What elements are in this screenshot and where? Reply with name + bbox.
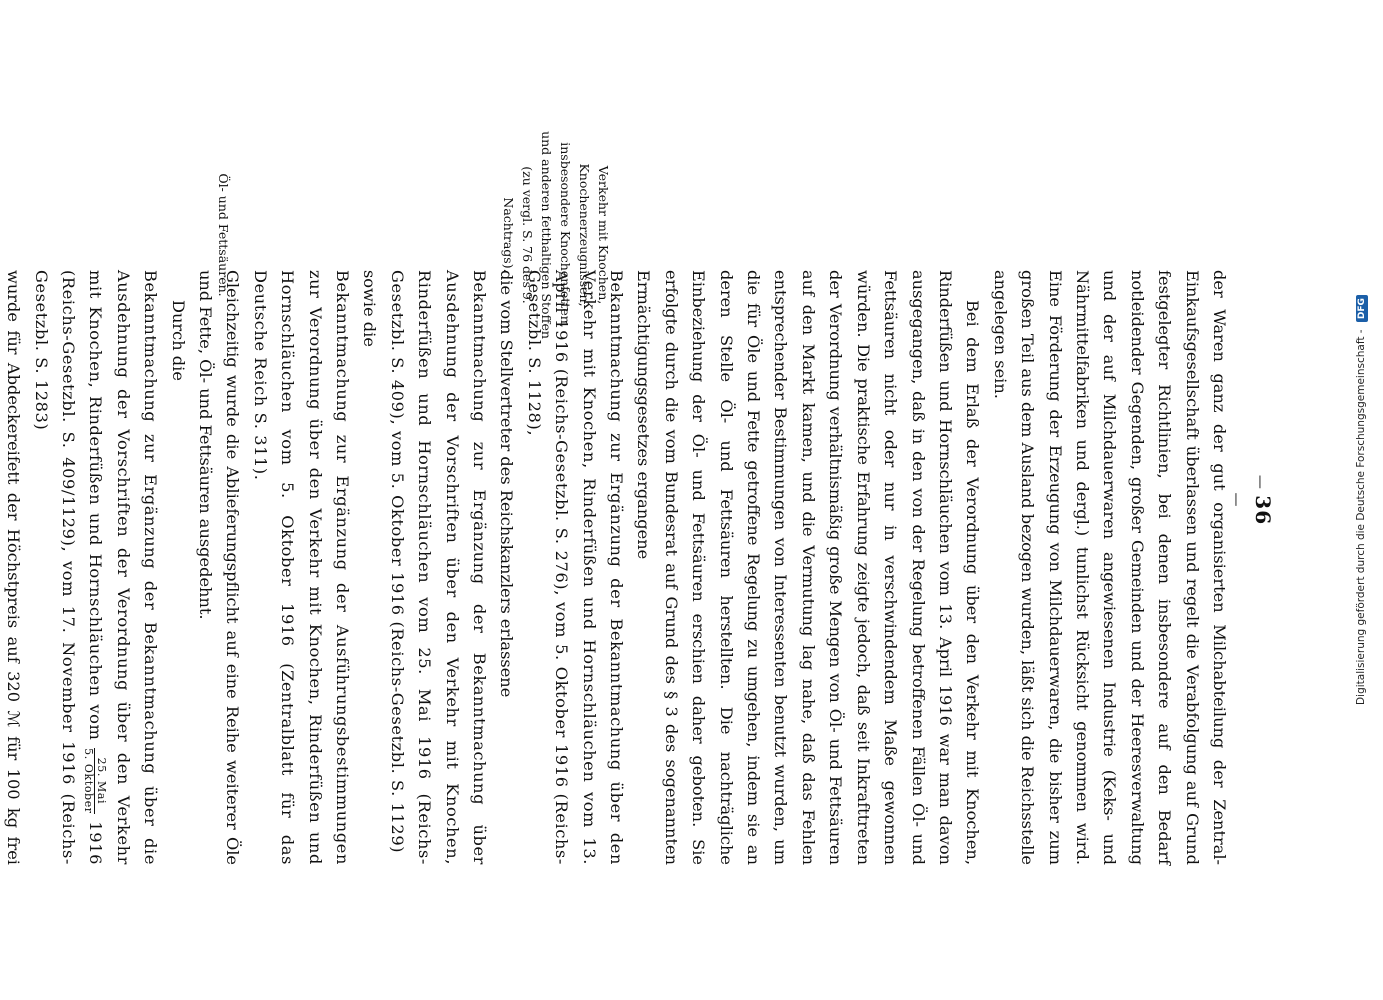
paragraph-ablieferungspflicht: Gleichzeitig wurde die Ablieferungspflicht auf eine Reihe weiterer Öle und Fette, Öl- und Fettsäuren ausgedehnt. — [195, 270, 243, 865]
paragraph-milchdauerwaren: der Waren ganz der gut organisierten Milchabteilung der Zentral-Einkaufsgesellschaft überlassen und regelt die Verabfolgung auf Grund festgelegter Richtlinien, bei denen insbesondere auf den Bedarf notleidender Gegenden, großer Gemeinden und der Heeresverwaltung und der auf Milchdauerwaren angewiesenen Industrie (Keks- und Nährmittelfabriken und dergl.) tunlichst Rücksicht genommen wird. Eine Förderung der Erzeugung von Milchdauerwaren, die bisher zum großen Teil aus dem Ausland bezogen wurden, läßt sich die Reichsstelle angelegen sein. — [990, 270, 1229, 865]
credit-text: Digitalisierung gefördert durch die Deutsche Forschungsgemeinschaft - — [1355, 329, 1367, 705]
date-fraction — [82, 748, 107, 814]
decree-block-4 — [27, 270, 164, 865]
dfg-logo: DFG — [1356, 295, 1368, 322]
paragraph-knochen-verordnung: Bei dem Erlaß der Verordnung über den Verkehr mit Knochen, Rinderfüßen und Hornschläuchen vom 13. April 1916 war man davon ausgegangen, daß in den von der Regelung betroffenen Fällen Öl- und Fettsäuren nicht oder nur in verschwindendem Maße gewonnen würden. Die praktische Erfahrung zeigte jedoch, daß seit Inkrafttreten der Verordnung verhältnismäßig große Mengen von Öl- und Fettsäuren auf den Markt kamen, und die Vermutung lag nahe, daß das Fehlen entsprechender Bestimmungen von Interessenten benutzt wurden, um die für Öle und Fette getroffene Regelung zu umgehen, indem sie an deren Stelle Öl- und Fettsäuren herstellten. Die nachträgliche Einbeziehung der Öl- und Fettsäuren erschien daher geboten. Sie erfolgte durch die vom Bundesrat auf Grund des § 3 des sogenannten Ermächtigungsgesetzes ergangene — [634, 270, 983, 865]
paragraph-hoechstpreis: wurde für Abdeckereifett der Höchstpreis auf 320 ℳ für 100 kg frei — [4, 270, 24, 865]
date-fraction-numerator: 25. Mai — [94, 748, 107, 814]
credit-area — [1343, 0, 1383, 1000]
date-fraction-denominator: 5. Oktober — [82, 748, 96, 814]
main-text — [0, 270, 1233, 865]
decree-block-4-text-a: Bekanntmachung zur Ergänzung der Bekanntmachung über die Ausdehnung der Vorschriften der Verordnung über den Verkehr mit Knochen, Rinderfüßen und Hornschläuchen vom — [86, 270, 161, 865]
digitization-credit — [1355, 50, 1368, 950]
page-number: — 36 — — [1227, 470, 1275, 530]
line-stellvertreter: die vom Stellvertreter des Reichskanzlers erlassene — [497, 270, 517, 698]
line-sowie-die: sowie die — [360, 270, 380, 347]
decree-block-2: Bekanntmachung zur Ergänzung der Bekanntmachung über Ausdehnung der Vorschriften über den Verkehr mit Knochen, Rinderfüßen und Hornschläuchen vom 25. Mai 1916 (Reichs-Gesetzbl. S. 409), vom 5. Oktober 1916 (Reichs-Gesetzbl. S. 1129) — [387, 270, 490, 865]
decree-block-1: Bekanntmachung zur Ergänzung der Bekanntmachung über den Verkehr mit Knochen, Rinderfüßen und Hornschläuchen vom 13. April 1916 (Reichs-Gesetzbl. S. 276), vom 5. Oktober 1916 (Reichs-Gesetzbl. S. 1128), — [524, 270, 627, 865]
line-durch-die: Durch die — [168, 300, 188, 381]
decree-block-3: Bekanntmachung zur Ergänzung der Ausführungsbestimmungen zur Verordnung über den Verkehr mit Knochen, Rinderfüßen und Hornschläuchen vom 5. Oktober 1916 (Zentralblatt für das Deutsche Reich S. 311). — [250, 270, 352, 865]
margin-note-knochen: Verkehr mit Knochen, Knochenerzeugnissen, insbesondere Knochenfetten, und anderen fetthaltigen Stoffen (zu vergl. S. 76 des 9. Nachtrags). — [501, 131, 611, 339]
margin-note-fettsaeuren: Öl- und Fettsäuren. — [216, 173, 231, 297]
decree-block-4-text-b: 1916 (Reichs-Gesetzbl. S. 409/1129), vom 17. November 1916 (Reichs-Gesetzbl. S. 1283) — [31, 270, 106, 865]
